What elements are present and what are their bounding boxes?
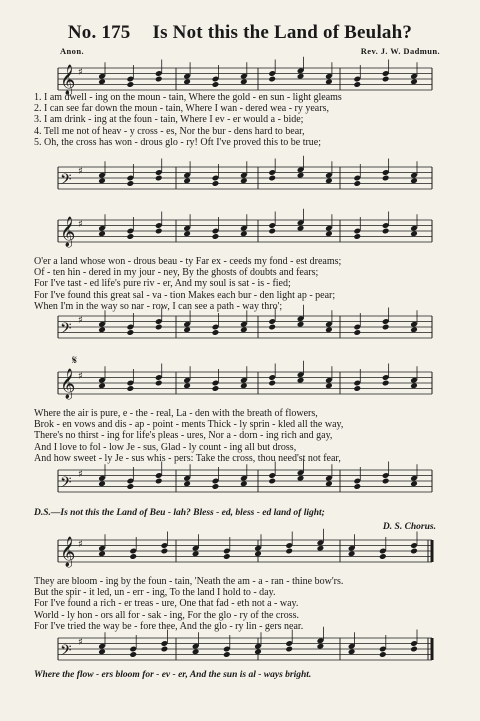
note-head	[382, 76, 390, 83]
verse-lyrics-3	[34, 408, 432, 464]
note-head	[410, 480, 418, 487]
note-head	[325, 377, 333, 384]
note-head	[127, 175, 135, 182]
note-head	[353, 180, 361, 187]
note-head	[254, 648, 262, 655]
note-head	[410, 640, 418, 647]
note-head	[268, 380, 276, 387]
note-head	[212, 233, 220, 240]
note-head	[382, 380, 390, 387]
note-head	[212, 76, 220, 83]
note-head	[212, 385, 220, 392]
note-head	[285, 548, 293, 555]
note-head	[268, 472, 276, 479]
note-head	[212, 324, 220, 331]
note-head	[353, 81, 361, 88]
final-refrain: Where the flow - ers bloom for - ev - er, And the sun is al - ways bright.	[34, 670, 312, 680]
note-head	[98, 550, 106, 557]
note-head	[240, 172, 248, 179]
note-head	[297, 321, 305, 328]
note-head	[297, 475, 305, 482]
note-head	[297, 73, 305, 80]
note-head	[240, 480, 248, 487]
note-head	[410, 172, 418, 179]
lyric-line: For I've found this great sal - va - tion Makes each bur - den light ap - pear;	[34, 289, 336, 301]
note-head	[161, 548, 169, 555]
note-head	[98, 643, 106, 650]
lyric-line: There's no thirst - ing for life's pleas - ures, Nor a - dorn - ing rich and gay,	[34, 430, 333, 442]
note-head	[98, 382, 106, 389]
note-head	[98, 475, 106, 482]
note-head	[223, 553, 231, 560]
note-head	[317, 539, 325, 546]
segno-icon: 𝄋	[72, 353, 78, 367]
lyric-line: O'er a land whose won - drous beau - ty Far ex - ceeds my fond - est dreams;	[34, 256, 342, 267]
note-head	[212, 478, 220, 485]
lyric-line: 2. I can see far down the moun - tain, Where I wan - dered wea - ry years,	[34, 103, 329, 115]
note-head	[285, 640, 293, 647]
treble-clef-icon: 𝄞	[60, 537, 76, 567]
note-head	[297, 225, 305, 232]
note-head	[240, 225, 248, 232]
note-head	[155, 380, 163, 387]
treble-clef-icon: 𝄞	[60, 65, 76, 95]
lyric-line: And I love to fol - low Je - sus, Glad - ly count - ing all but dross,	[34, 441, 297, 453]
note-head	[353, 324, 361, 331]
note-head	[268, 222, 276, 229]
note-head	[98, 78, 106, 85]
note-head	[410, 542, 418, 549]
note-head	[183, 480, 191, 487]
note-head	[285, 646, 293, 653]
sharp-icon: ♯	[78, 539, 83, 551]
note-head	[285, 542, 293, 549]
note-head	[382, 324, 390, 331]
note-head	[410, 548, 418, 555]
hymn-title: Is Not this the Land of Beulah?	[152, 22, 413, 43]
note-head	[129, 651, 137, 658]
note-head	[353, 228, 361, 235]
lyric-line: And how sweet - ly Je - sus whis - pers: Take the cross, thou need'st not fear,	[34, 452, 341, 464]
note-head	[240, 382, 248, 389]
note-head	[192, 545, 200, 552]
music-credit: Rev. J. W. Dadmun.	[360, 46, 440, 56]
note-head	[382, 374, 390, 381]
note-head	[410, 321, 418, 328]
note-head	[410, 326, 418, 333]
note-head	[382, 175, 390, 182]
verse-lyrics-4	[34, 576, 432, 632]
note-head	[382, 472, 390, 479]
note-head	[353, 478, 361, 485]
note-head	[223, 646, 231, 653]
note-head	[240, 230, 248, 237]
note-head	[161, 646, 169, 653]
note-head	[353, 483, 361, 490]
note-head	[212, 380, 220, 387]
note-head	[98, 377, 106, 384]
note-head	[98, 321, 106, 328]
note-head	[98, 326, 106, 333]
note-head	[268, 169, 276, 176]
note-head	[379, 553, 387, 560]
note-head	[183, 326, 191, 333]
note-head	[297, 377, 305, 384]
sharp-icon: ♯	[78, 67, 83, 79]
lyric-line: World - ly hon - ors all for - sak - ing, For the glo - ry of the cross.	[34, 609, 299, 621]
note-head	[155, 318, 163, 325]
note-head	[223, 548, 231, 555]
note-head	[98, 648, 106, 655]
note-head	[155, 472, 163, 479]
note-head	[379, 548, 387, 555]
note-head	[325, 73, 333, 80]
note-head	[382, 318, 390, 325]
ds-chorus-label: D. S. Chorus.	[382, 522, 436, 532]
note-head	[98, 545, 106, 552]
note-head	[183, 382, 191, 389]
note-head	[353, 380, 361, 387]
note-head	[240, 475, 248, 482]
note-head	[268, 374, 276, 381]
note-head	[410, 225, 418, 232]
note-head	[268, 70, 276, 77]
note-head	[379, 646, 387, 653]
note-head	[127, 324, 135, 331]
note-head	[127, 385, 135, 392]
note-head	[297, 172, 305, 179]
treble-clef-icon: 𝄞	[60, 217, 76, 247]
note-head	[212, 81, 220, 88]
note-head	[325, 475, 333, 482]
lyric-line: Where the air is pure, e - the - real, La - den with the breath of flowers,	[34, 408, 318, 419]
note-head	[129, 548, 137, 555]
note-head	[155, 228, 163, 235]
note-head	[325, 382, 333, 389]
lyric-line: 4. Tell me not of heav - y cross - es, Nor the bur - dens hard to bear,	[34, 125, 305, 137]
note-head	[382, 478, 390, 485]
note-head	[353, 329, 361, 336]
note-head	[382, 222, 390, 229]
note-head	[325, 326, 333, 333]
note-head	[348, 550, 356, 557]
note-head	[183, 225, 191, 232]
note-head	[317, 545, 325, 552]
note-head	[317, 637, 325, 644]
note-head	[325, 172, 333, 179]
note-head	[127, 81, 135, 88]
note-head	[410, 177, 418, 184]
note-head	[161, 640, 169, 647]
sharp-icon: ♯	[78, 637, 83, 649]
lyric-line: But the spir - it led, un - err - ing, To the land I hold to - day.	[34, 587, 276, 599]
note-head	[297, 469, 305, 476]
note-head	[127, 228, 135, 235]
lyric-line: Brok - en vows and dis - ap - point - ments Thick - ly sprin - kled all the way,	[34, 419, 344, 431]
note-head	[317, 643, 325, 650]
lyric-line: They are bloom - ing by the foun - tain, 'Neath the am - a - ran - thine bow'rs.	[34, 576, 344, 587]
sharp-icon: ♯	[78, 315, 83, 327]
note-head	[127, 478, 135, 485]
note-head	[98, 480, 106, 487]
note-head	[127, 233, 135, 240]
note-head	[98, 172, 106, 179]
lyric-line: Of - ten hin - dered in my jour - ney, By the ghosts of doubts and fears;	[34, 267, 319, 279]
note-head	[268, 478, 276, 485]
note-head	[297, 371, 305, 378]
note-head	[240, 321, 248, 328]
note-head	[382, 228, 390, 235]
note-head	[155, 70, 163, 77]
note-head	[410, 78, 418, 85]
sharp-icon: ♯	[78, 219, 83, 231]
ds-instruction: D.S.—Is not this the Land of Beu - lah? Bless - ed, bless - ed land of light;	[34, 508, 325, 518]
note-head	[212, 175, 220, 182]
note-head	[155, 169, 163, 176]
note-head	[155, 175, 163, 182]
note-head	[268, 318, 276, 325]
lyric-line: For I've found a rich - er treas - ure, One that fad - eth not a - way.	[34, 598, 299, 610]
note-head	[268, 76, 276, 83]
hymn-number: No. 175	[67, 22, 131, 43]
note-head	[183, 321, 191, 328]
note-head	[240, 73, 248, 80]
note-head	[382, 169, 390, 176]
note-head	[155, 76, 163, 83]
lyric-line: When I'm in the way so nar - row, I can see a path - way thro';	[34, 300, 283, 312]
lyric-line: 1. I am dwell - ing on the moun - tain, Where the gold - en sun - light gleams	[34, 92, 342, 103]
note-head	[382, 70, 390, 77]
note-head	[192, 648, 200, 655]
note-head	[353, 76, 361, 83]
note-head	[212, 483, 220, 490]
note-head	[348, 545, 356, 552]
bass-clef-icon: 𝄢	[60, 474, 72, 495]
bass-clef-icon: 𝄢	[60, 642, 72, 663]
note-head	[325, 480, 333, 487]
note-head	[268, 324, 276, 331]
note-head	[410, 73, 418, 80]
note-head	[268, 175, 276, 182]
note-head	[410, 475, 418, 482]
note-head	[325, 230, 333, 237]
bass-clef-icon: 𝄢	[60, 171, 72, 192]
note-head	[183, 377, 191, 384]
note-head	[410, 377, 418, 384]
note-head	[325, 78, 333, 85]
verse-lyrics-2	[34, 256, 432, 312]
lyric-line: 3. I am drink - ing at the foun - tain, Where I ev - er would a - bide;	[34, 114, 304, 126]
words-credit: Anon.	[60, 46, 84, 56]
note-head	[98, 73, 106, 80]
treble-clef-icon: 𝄞	[60, 369, 76, 399]
note-head	[297, 315, 305, 322]
bass-clef-icon: 𝄢	[60, 320, 72, 341]
note-head	[155, 478, 163, 485]
note-head	[325, 225, 333, 232]
note-head	[297, 166, 305, 173]
note-head	[240, 377, 248, 384]
note-head	[129, 553, 137, 560]
note-head	[254, 550, 262, 557]
note-head	[410, 382, 418, 389]
note-head	[379, 651, 387, 658]
lyric-line: For I've tast - ed life's pure riv - er, And my soul is sat - is - fied;	[34, 278, 291, 290]
note-head	[155, 324, 163, 331]
note-head	[348, 643, 356, 650]
note-head	[240, 326, 248, 333]
note-head	[212, 329, 220, 336]
note-head	[129, 646, 137, 653]
note-head	[98, 177, 106, 184]
note-head	[183, 172, 191, 179]
note-head	[325, 321, 333, 328]
note-head	[183, 230, 191, 237]
note-head	[192, 643, 200, 650]
verse-lyrics-1	[34, 92, 432, 148]
note-head	[127, 483, 135, 490]
note-head	[127, 76, 135, 83]
lyric-line: For I've tried the way be - fore thee, And the glo - ry lin - gers near.	[34, 620, 304, 632]
note-head	[353, 175, 361, 182]
note-head	[127, 329, 135, 336]
note-head	[240, 177, 248, 184]
note-head	[192, 550, 200, 557]
sharp-icon: ♯	[78, 469, 83, 481]
note-head	[183, 78, 191, 85]
note-head	[240, 78, 248, 85]
note-head	[212, 228, 220, 235]
note-head	[268, 228, 276, 235]
note-head	[297, 67, 305, 74]
lyric-line: 5. Oh, the cross has won - drous glo - ry! Oft I've proved this to be true;	[34, 136, 322, 148]
note-head	[254, 545, 262, 552]
note-head	[127, 180, 135, 187]
note-head	[98, 230, 106, 237]
note-head	[410, 646, 418, 653]
note-head	[325, 177, 333, 184]
hymn-heading	[0, 22, 480, 44]
note-head	[223, 651, 231, 658]
sharp-icon: ♯	[78, 371, 83, 383]
note-head	[297, 219, 305, 226]
note-head	[348, 648, 356, 655]
note-head	[183, 73, 191, 80]
note-head	[183, 177, 191, 184]
note-head	[155, 222, 163, 229]
note-head	[155, 374, 163, 381]
note-head	[161, 542, 169, 549]
note-head	[212, 180, 220, 187]
sharp-icon: ♯	[78, 166, 83, 178]
note-head	[353, 385, 361, 392]
note-head	[410, 230, 418, 237]
note-head	[254, 643, 262, 650]
note-head	[127, 380, 135, 387]
note-head	[183, 475, 191, 482]
note-head	[98, 225, 106, 232]
note-head	[353, 233, 361, 240]
